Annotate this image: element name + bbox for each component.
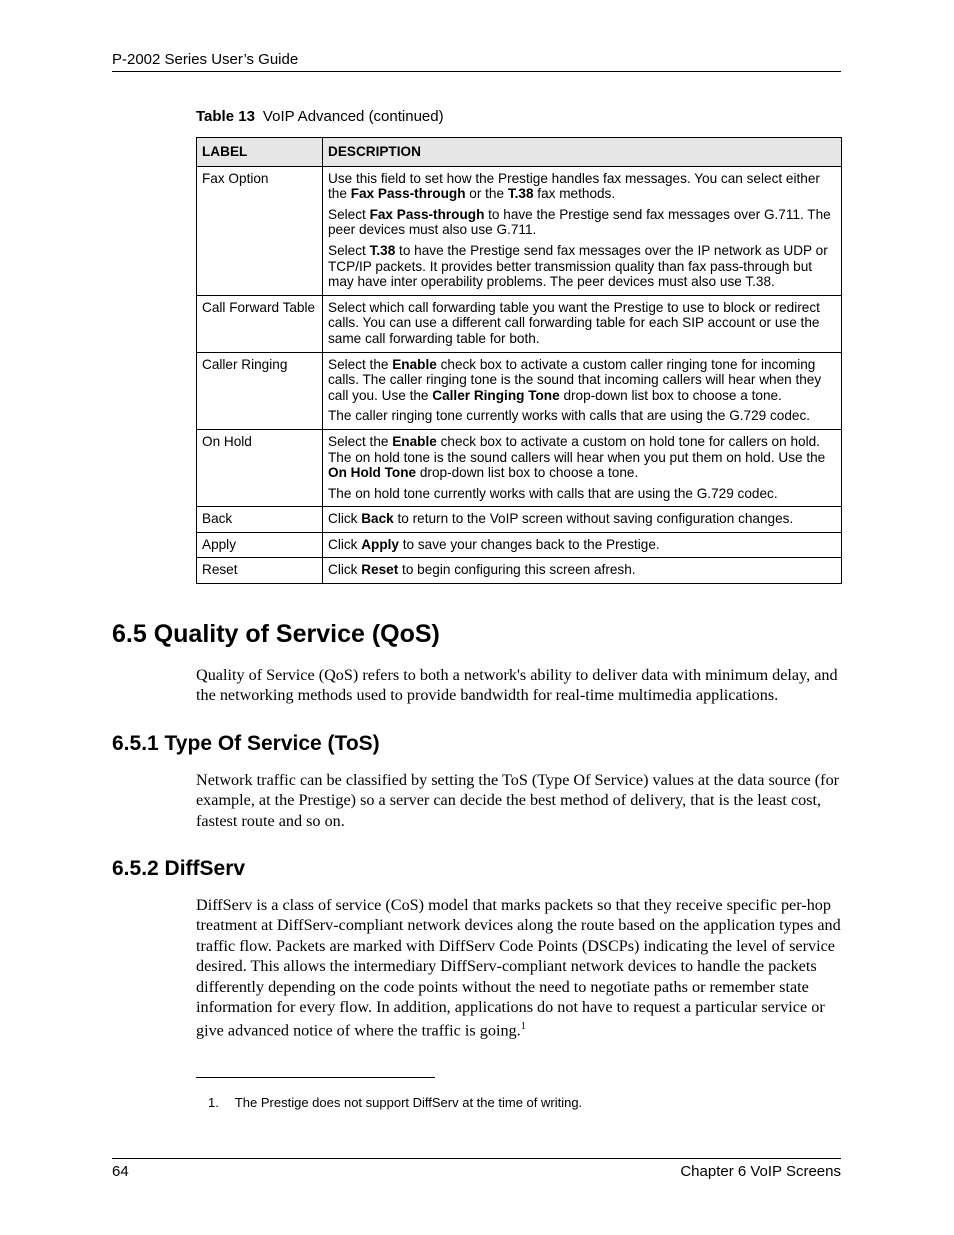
- row-description: [323, 429, 842, 506]
- description-paragraph: [328, 562, 836, 578]
- table-caption: [196, 108, 444, 125]
- voip-advanced-table: [196, 137, 842, 584]
- description-text: to save your changes back to the Prestige.: [399, 536, 660, 552]
- row-label: Apply: [197, 532, 323, 558]
- diffserv-text: DiffServ is a class of service (CoS) model that marks packets so that they receive specific per-hop treatment at DiffServ-compliant network devices along the route based on the application types and traffic flow. Packets are marked with DiffServ Code Points (DSCPs) indicating the level of service desired. This allows the intermediary DiffServ-compliant network devices to handle the packets differently depending on the code points without the need to negotiate paths or remember state information for every flow. In addition, applications do not have to request a particular service or give advanced notice of where the traffic is going.: [196, 896, 841, 1040]
- description-text: check box to activate a custom on hold tone for callers on hold. The on hold tone is the sound callers will hear when you put them on hold. Use the: [328, 433, 826, 465]
- footnote-text: The Prestige does not support DiffServ at the time of writing.: [234, 1095, 583, 1110]
- table-number: Table 13: [196, 108, 255, 125]
- description-text: Select: [328, 206, 370, 222]
- footnote-reference: 1: [520, 1021, 526, 1033]
- bold-term: Caller Ringing Tone: [432, 387, 560, 403]
- description-text: Select: [328, 242, 370, 258]
- row-description: [323, 558, 842, 584]
- description-paragraph: [328, 243, 836, 290]
- table-header-row: [197, 138, 842, 167]
- description-paragraph: [328, 207, 836, 238]
- table-row: [197, 166, 842, 295]
- description-text: check box to activate a custom caller ringing tone for incoming calls. The caller ringing tone is the sound that incoming callers will hear when they call you. Use the: [328, 356, 822, 403]
- table-title: VoIP Advanced (continued): [262, 108, 444, 125]
- bold-term: Fax Pass-through: [350, 186, 466, 202]
- description-text: Select the: [328, 356, 393, 372]
- description-text: drop-down list box to choose a tone.: [559, 387, 782, 403]
- description-text: Click: [328, 511, 362, 527]
- bold-term: On Hold Tone: [328, 465, 417, 481]
- bold-term: Reset: [361, 562, 399, 578]
- description-paragraph: [328, 171, 836, 202]
- column-header-label: LABEL: [197, 138, 323, 167]
- description-paragraph: [328, 357, 836, 404]
- row-label: On Hold: [197, 429, 323, 506]
- table-row: [197, 295, 842, 352]
- description-text: or the: [465, 186, 508, 202]
- bold-term: Enable: [392, 433, 437, 449]
- description-paragraph: [328, 300, 836, 347]
- row-label: Call Forward Table: [197, 295, 323, 352]
- footnote-number: 1.: [208, 1095, 219, 1110]
- bold-term: Enable: [392, 356, 437, 372]
- description-text: Click: [328, 536, 362, 552]
- description-text: Select which call forwarding table you want the Prestige to use to block or redirect calls. You can use a different call forwarding table for each SIP account or use the same call forwarding table for both.: [328, 299, 820, 346]
- description-text: Click: [328, 562, 362, 578]
- description-text: drop-down list box to choose a tone.: [416, 465, 639, 481]
- table-row: [197, 429, 842, 506]
- diffserv-paragraph: [196, 895, 844, 1041]
- description-paragraph: [328, 408, 836, 424]
- bold-term: T.38: [507, 186, 534, 202]
- page-footer: [112, 1158, 841, 1180]
- description-paragraph: [328, 434, 836, 481]
- table-row: [197, 507, 842, 533]
- row-description: [323, 507, 842, 533]
- tos-paragraph: Network traffic can be classified by setting the ToS (Type Of Service) values at the data source (for example, at the Prestige) so a server can decide the best method of delivery, that is the least cost, fastest route and so on.: [196, 771, 840, 830]
- footnote-divider: [196, 1077, 435, 1078]
- description-text: to have the Prestige send fax messages over the IP network as UDP or TCP/IP packets. It provides better transmission quality than fax pass-through but may have inter operability problems. The peer devices must also use T.38.: [328, 242, 828, 290]
- description-text: to return to the VoIP screen without saving configuration changes.: [393, 511, 794, 527]
- description-text: The on hold tone currently works with calls that are using the G.729 codec.: [328, 485, 778, 501]
- bold-term: Apply: [361, 536, 399, 552]
- page-header: [112, 51, 841, 72]
- row-description: [323, 352, 842, 429]
- section-heading-tos: 6.5.1 Type Of Service (ToS): [112, 732, 380, 755]
- qos-paragraph: Quality of Service (QoS) refers to both a network's ability to deliver data with minimum delay, and the networking methods used to provide bandwidth for real-time multimedia applications.: [196, 666, 838, 705]
- row-label: Reset: [197, 558, 323, 584]
- description-paragraph: [328, 511, 836, 527]
- description-text: fax methods.: [533, 186, 616, 202]
- description-text: Use this field to set how the Prestige handles fax messages. You can select either the: [328, 170, 820, 202]
- bold-term: T.38: [369, 242, 396, 258]
- description-text: to begin configuring this screen afresh.: [398, 562, 636, 578]
- chapter-title: Chapter 6 VoIP Screens: [680, 1163, 841, 1180]
- section-heading-qos: 6.5 Quality of Service (QoS): [112, 620, 440, 648]
- description-text: Select the: [328, 433, 393, 449]
- row-description: [323, 295, 842, 352]
- column-header-description: DESCRIPTION: [323, 138, 842, 167]
- description-text: The caller ringing tone currently works with calls that are using the G.729 codec.: [328, 408, 811, 424]
- row-label: Caller Ringing: [197, 352, 323, 429]
- bold-term: Fax Pass-through: [369, 206, 485, 222]
- description-text: to have the Prestige send fax messages over G.711. The peer devices must also use G.711.: [328, 206, 831, 238]
- row-label: Back: [197, 507, 323, 533]
- table-row: [197, 532, 842, 558]
- bold-term: Back: [361, 511, 394, 527]
- running-title: P-2002 Series User’s Guide: [112, 51, 299, 68]
- row-description: [323, 532, 842, 558]
- table-row: [197, 558, 842, 584]
- description-paragraph: [328, 486, 836, 502]
- footnote: [208, 1095, 582, 1110]
- section-heading-diffserv: 6.5.2 DiffServ: [112, 857, 246, 880]
- page-number: 64: [112, 1163, 129, 1180]
- row-description: [323, 166, 842, 295]
- table-row: [197, 352, 842, 429]
- table-body: [197, 166, 842, 583]
- description-paragraph: [328, 537, 836, 553]
- row-label: Fax Option: [197, 166, 323, 295]
